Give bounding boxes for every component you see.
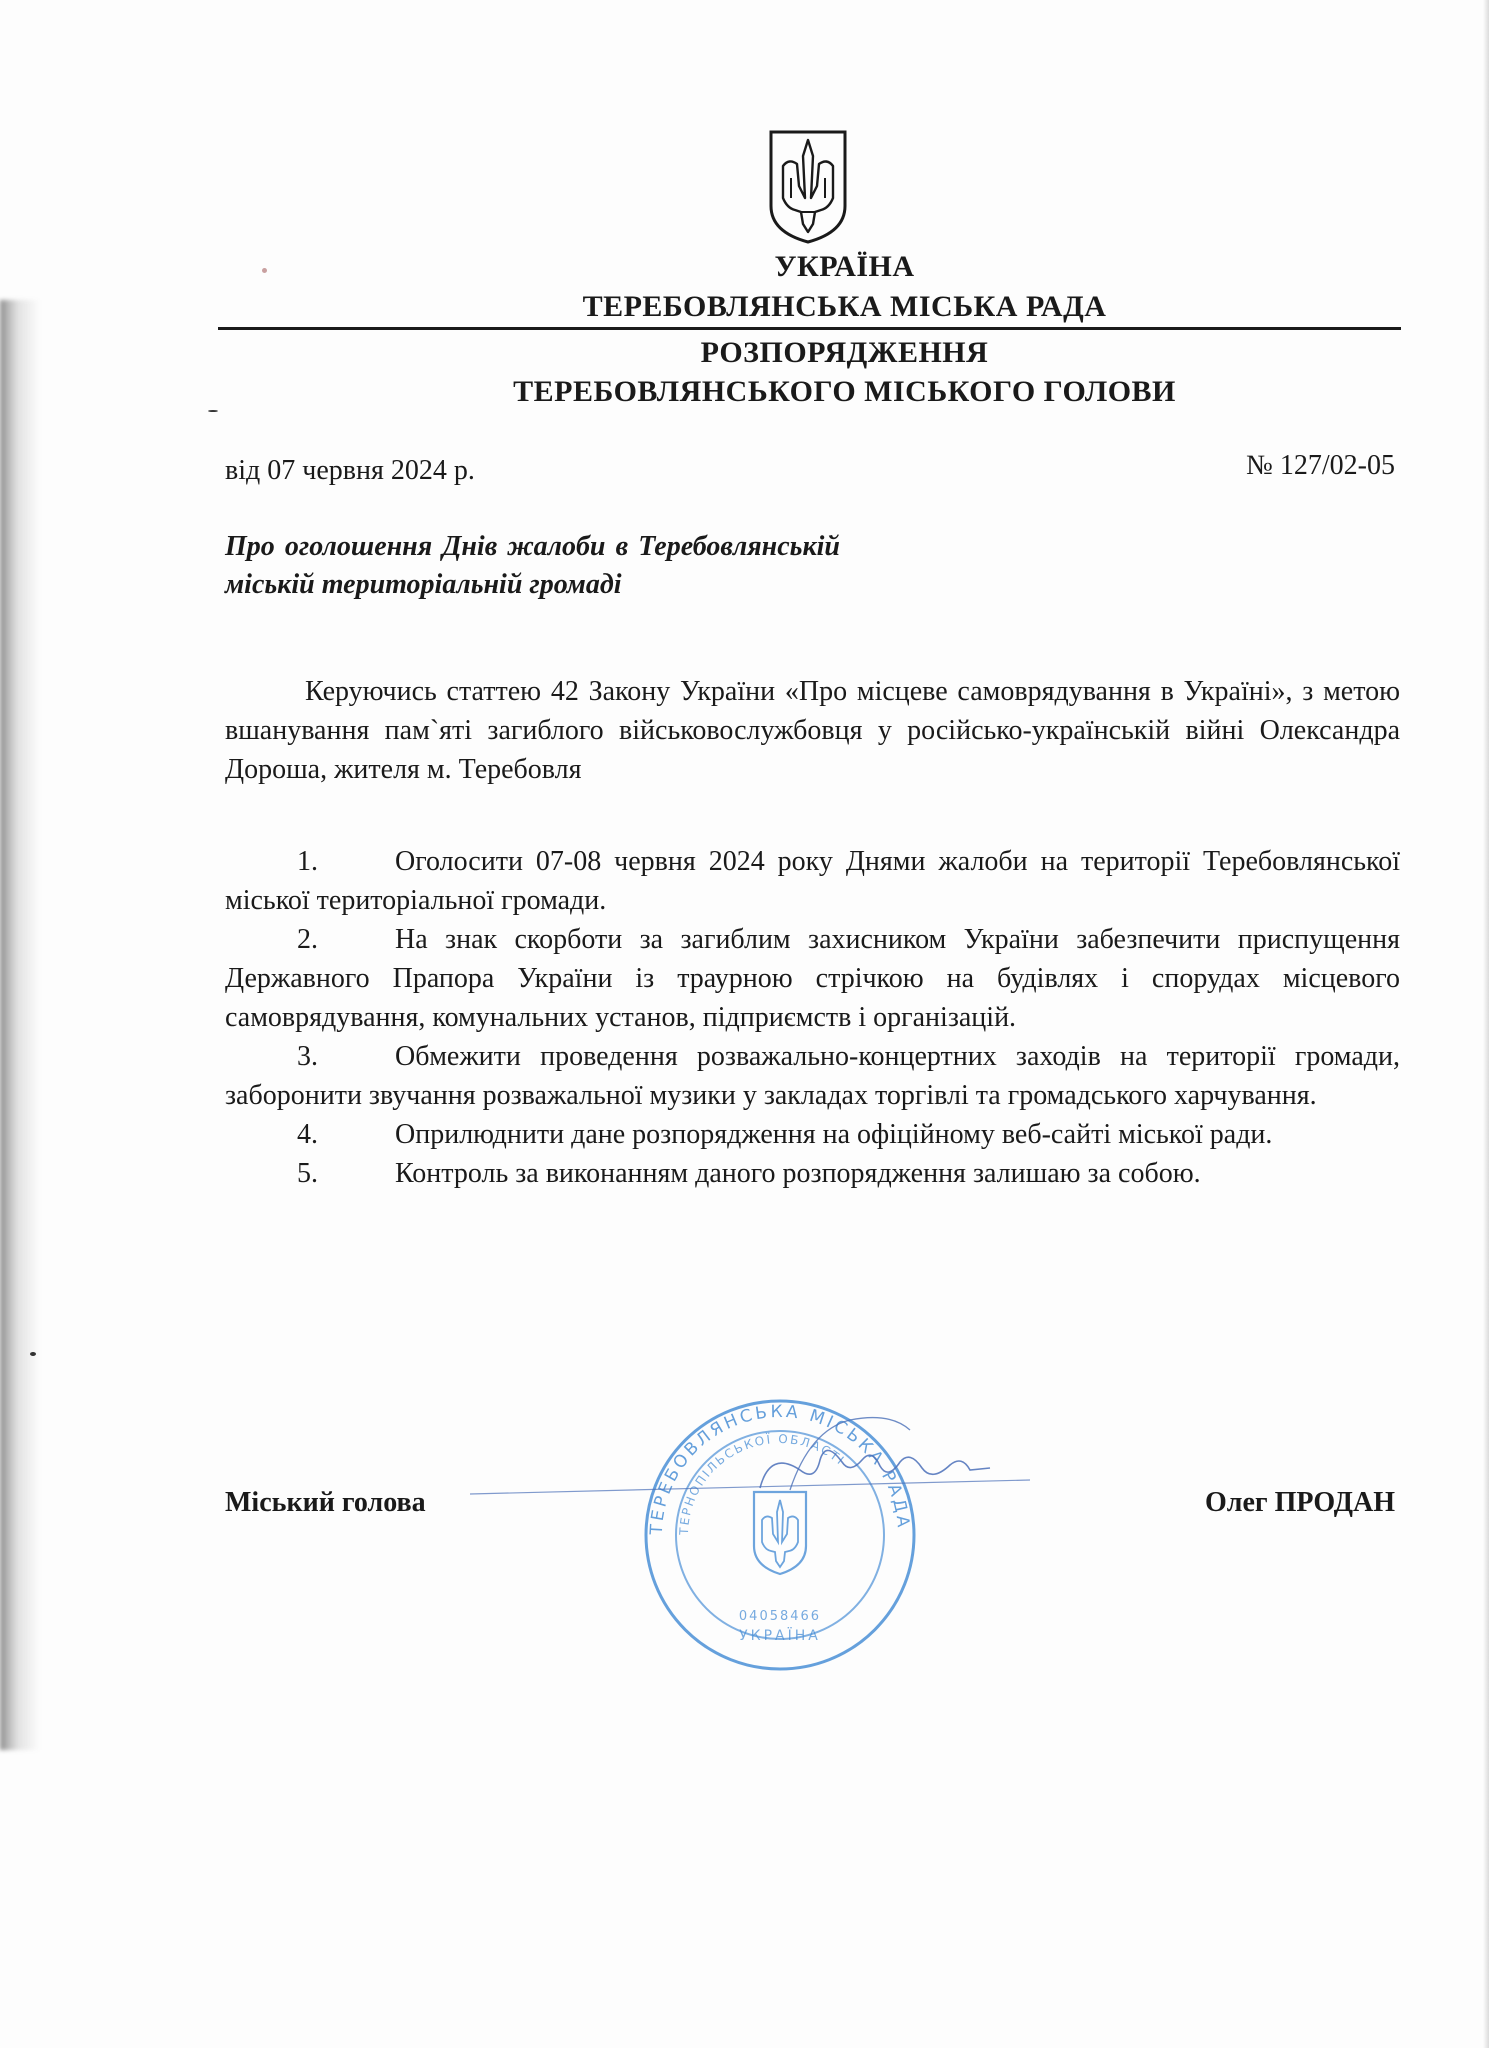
signatory-title: Міський голова bbox=[225, 1487, 426, 1518]
scan-speck bbox=[30, 1352, 36, 1356]
stamp-inner-text: ТЕРНОПІЛЬСЬКОЇ ОБЛАСТІ bbox=[676, 1431, 848, 1536]
stamp-bottom-text: УКРАЇНА bbox=[739, 1628, 821, 1644]
document-subject: Про оголошення Днів жалоби в Теребовлянській міській територіальній громаді bbox=[225, 531, 840, 600]
list-item bbox=[225, 1037, 1400, 1115]
item-number: 4. bbox=[297, 1119, 318, 1150]
list-item bbox=[225, 1154, 1400, 1193]
header-council: ТЕРЕБОВЛЯНСЬКА МІСЬКА РАДА bbox=[582, 290, 1107, 323]
item-text: Обмежити проведення розважально-концертних заходів на території громади, заборонити звучання розважальної музики у закладах торгівлі та громадського харчування. bbox=[225, 1041, 1400, 1111]
item-number: 3. bbox=[297, 1041, 318, 1072]
document-number: № 127/02-05 bbox=[1246, 450, 1395, 481]
coat-of-arms-icon bbox=[767, 128, 849, 246]
order-items-list bbox=[225, 842, 1400, 1193]
list-item bbox=[225, 1115, 1400, 1154]
item-number: 1. bbox=[297, 846, 318, 877]
header-doc-type: РОЗПОРЯДЖЕННЯ bbox=[700, 336, 989, 369]
list-item bbox=[225, 920, 1400, 1037]
item-text: Оголосити 07-08 червня 2024 року Днями жалоби на території Теребовлянської міської територіальної громади. bbox=[225, 846, 1400, 916]
stamp-code: 04058466 bbox=[738, 1609, 822, 1624]
scan-shadow-left bbox=[0, 300, 70, 1750]
item-text: На знак скорботи за загиблим захисником України забезпечити приспущення Державного Прапора України із траурною стрічкою на будівлях і спорудах місцевого самоврядування, комунальних установ, підприємств і організацій. bbox=[225, 924, 1400, 1033]
header-country: УКРАЇНА bbox=[774, 250, 915, 283]
item-text: Оприлюднити дане розпорядження на офіційному веб-сайті міської ради. bbox=[395, 1119, 1273, 1150]
item-number: 2. bbox=[297, 924, 318, 955]
list-item bbox=[225, 842, 1400, 920]
item-text: Контроль за виконанням даного розпорядження залишаю за собою. bbox=[395, 1158, 1201, 1189]
item-number: 5. bbox=[297, 1158, 318, 1189]
handwritten-signature-icon bbox=[470, 1410, 1070, 1530]
stamp-outer-text: ТЕРЕБОВЛЯНСЬКА МІСЬКА РАДА bbox=[646, 1401, 914, 1536]
preamble-paragraph: Керуючись статтею 42 Закону України «Про місцеве самоврядування в Україні», з метою вшанування пам`яті загиблого військовослужбовця у російсько-українській війні Олександра Дороша, жителя м. Теребовля bbox=[225, 676, 1400, 785]
signatory-name: Олег ПРОДАН bbox=[1205, 1487, 1395, 1518]
scan-speck bbox=[208, 410, 218, 412]
header-issuer: ТЕРЕБОВЛЯНСЬКОГО МІСЬКОГО ГОЛОВИ bbox=[513, 375, 1176, 408]
document-date: від 07 червня 2024 р. bbox=[225, 455, 475, 486]
header-divider bbox=[218, 327, 1401, 330]
